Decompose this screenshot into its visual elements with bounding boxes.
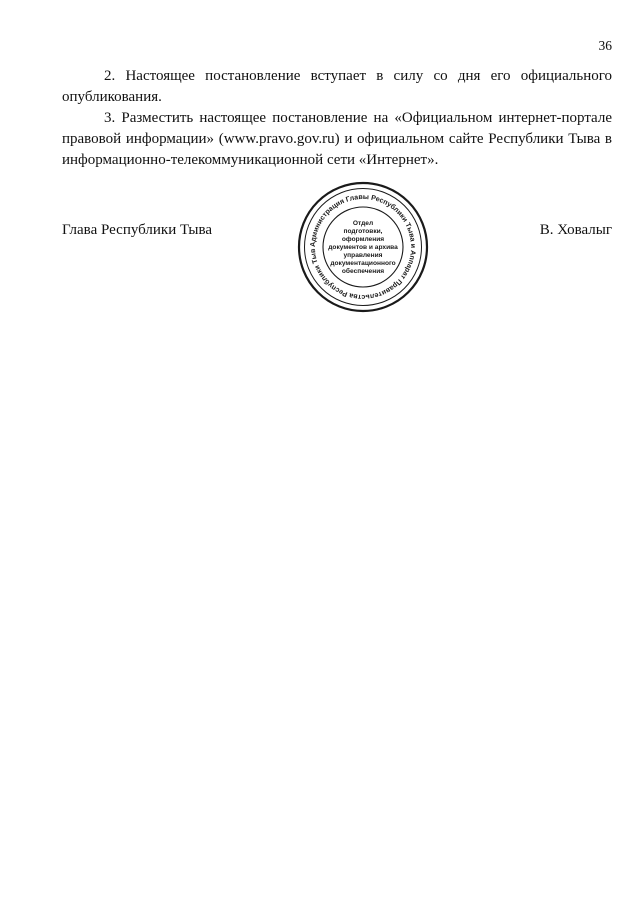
page-number: 36 <box>598 38 612 53</box>
signatory-name: В. Ховалыг <box>539 222 612 238</box>
seal-center-text <box>328 220 398 275</box>
seal-center-line: управления <box>343 252 383 259</box>
paragraph-publication: 3. Разместить настоящее постановление на «Официальном интернет-портале правовой информации» (www.pravo.gov.ru) и официальном сайте Республики Тыва в информационно-телекоммуникационной сети «Интернет». <box>62 110 612 168</box>
seal-center-line: обеспечения <box>341 268 385 275</box>
seal-center-line: документов и архива <box>328 244 398 251</box>
seal-center-line: подготовки, <box>343 228 383 235</box>
official-seal-stamp <box>296 180 430 314</box>
document-body <box>62 66 612 171</box>
seal-center-line: оформления <box>341 236 385 243</box>
seal-ring-text: Администрация Главы Республики Тыва и Аппарат Правительства Республики Тыв <box>308 192 418 302</box>
paragraph-effective-date: 2. Настоящее постановление вступает в силу со дня его официального опубликования. <box>62 68 612 105</box>
seal-center-line: документационного <box>330 260 396 267</box>
seal-center-line: Отдел <box>352 220 374 227</box>
signatory-position: Глава Республики Тыва <box>62 222 213 238</box>
seal-graphic <box>296 180 430 314</box>
